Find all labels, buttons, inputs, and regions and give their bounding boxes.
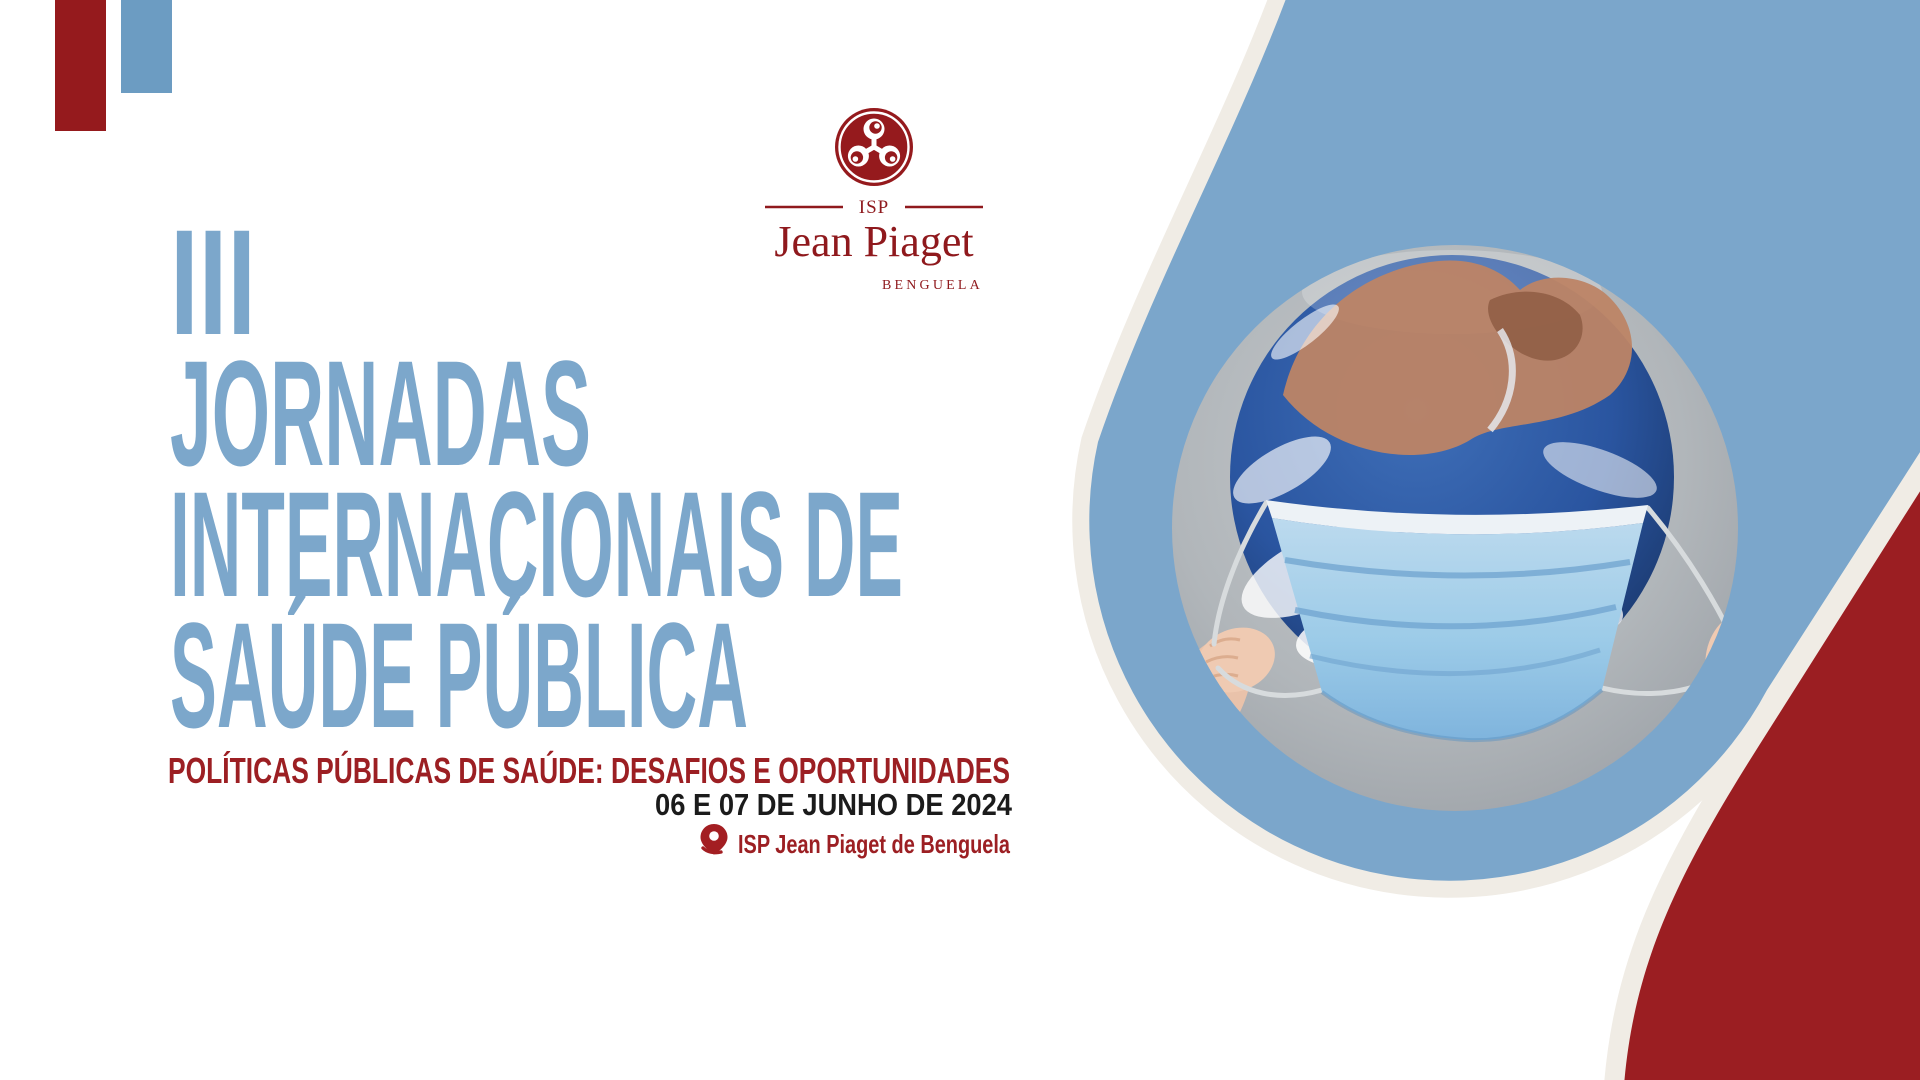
triskelion-icon [835,108,913,186]
logo-name: Jean Piaget [774,217,974,266]
accent-bar-blue [121,0,172,93]
event-title-line-3: SAÚDE PÚBLICA [170,591,748,759]
logo-acronym: ISP [858,197,890,218]
accent-bar-red [55,0,106,131]
event-date: 06 E 07 DE JUNHO DE 2024 [655,787,1013,822]
logo-city: BENGUELA [881,278,983,293]
event-subtitle: POLÍTICAS PÚBLICAS DE SAÚDE: DESAFIOS E OPORTUNIDADES [168,750,1317,791]
event-title-line-2: INTERNACIONAIS DE [170,460,903,628]
triskelion-spiral-top [864,119,885,140]
event-edition: III [170,198,256,366]
event-venue: ISP Jean Piaget de Benguela [738,829,1011,859]
event-title-line-1: JORNADAS [170,329,591,497]
triskelion-spiral-right [879,146,900,167]
triskelion-spiral-left [848,146,869,167]
